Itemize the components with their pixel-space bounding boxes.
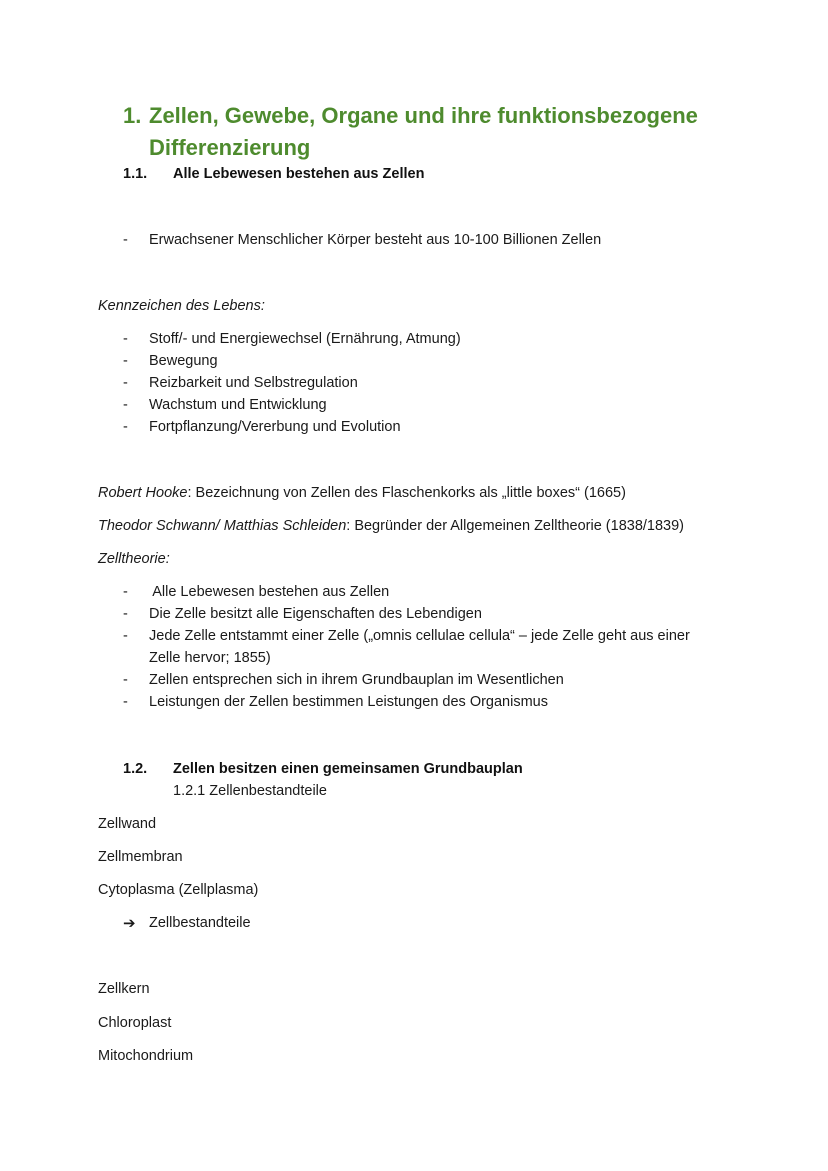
zelltheorie-item: Zellen entsprechen sich in ihrem Grundbauplan im Wesentlichen [149,672,564,688]
heading-1-number: 1. [123,103,142,128]
hooke-name: Robert Hooke [98,485,188,501]
zelltheorie-item: Die Zelle besitzt alle Eigenschaften des Lebendigen [149,606,482,622]
section-1-2-1-subtitle: 1.2.1 Zellenbestandteile [173,783,327,799]
section-1-1-number: 1.1. [123,166,148,182]
bullet-dash: - [123,672,128,688]
heading-1-line1: Zellen, Gewebe, Organe und ihre funktionsbezogene [149,103,698,128]
kennzeichen-item: Wachstum und Entwicklung [149,397,327,413]
kennzeichen-item: Fortpflanzung/Vererbung und Evolution [149,419,401,435]
schwann-text: : Begründer der Allgemeinen Zelltheorie (1838/1839) [346,518,685,534]
bullet-dash: - [123,375,128,391]
bullet-dash: - [123,353,128,369]
zelltheorie-item: Jede Zelle entstammt einer Zelle („omnis cellulae cellula“ – jede Zelle geht aus einer [149,628,690,644]
zelltheorie-item: Leistungen der Zellen bestimmen Leistungen des Organismus [149,694,548,710]
component-item: Mitochondrium [98,1048,194,1064]
kennzeichen-item: Stoff/- und Energiewechsel (Ernährung, Atmung) [149,331,461,347]
bullet-dash: - [123,232,128,248]
arrow-item-text: Zellbestandteile [149,915,251,931]
section-1-1-title: Alle Lebewesen bestehen aus Zellen [173,166,425,182]
zelltheorie-item-continuation: Zelle hervor; 1855) [149,650,271,666]
bullet-dash: - [123,628,128,644]
bullet-dash: - [123,584,128,600]
component-item: Zellwand [98,816,157,832]
component-item: Zellkern [98,981,150,997]
component-item: Chloroplast [98,1015,172,1031]
heading-1-line2: Differenzierung [149,135,311,160]
bullet-dash: - [123,397,128,413]
bullet-dash: - [123,606,128,622]
arrow-right-icon: ➔ [123,915,136,932]
schwann-name: Theodor Schwann/ Matthias Schleiden [98,518,347,534]
section-1-2-title: Zellen besitzen einen gemeinsamen Grundbauplan [173,761,523,777]
hooke-paragraph [98,485,626,501]
schwann-paragraph [98,518,684,534]
bullet-dash: - [123,419,128,435]
zelltheorie-label: Zelltheorie: [98,551,170,567]
kennzeichen-item: Bewegung [149,353,218,369]
bullet-dash: - [123,331,128,347]
zelltheorie-item: Alle Lebewesen bestehen aus Zellen [149,584,390,600]
component-item: Zellmembran [98,849,183,865]
hooke-text: : Bezeichnung von Zellen des Flaschenkorks als „little boxes“ (1665) [187,485,626,501]
intro-bullet-text: Erwachsener Menschlicher Körper besteht aus 10-100 Billionen Zellen [149,232,602,248]
component-item: Cytoplasma (Zellplasma) [98,882,259,898]
kennzeichen-label: Kennzeichen des Lebens: [98,298,265,314]
kennzeichen-item: Reizbarkeit und Selbstregulation [149,375,358,391]
section-1-2-number: 1.2. [123,761,148,777]
bullet-dash: - [123,694,128,710]
